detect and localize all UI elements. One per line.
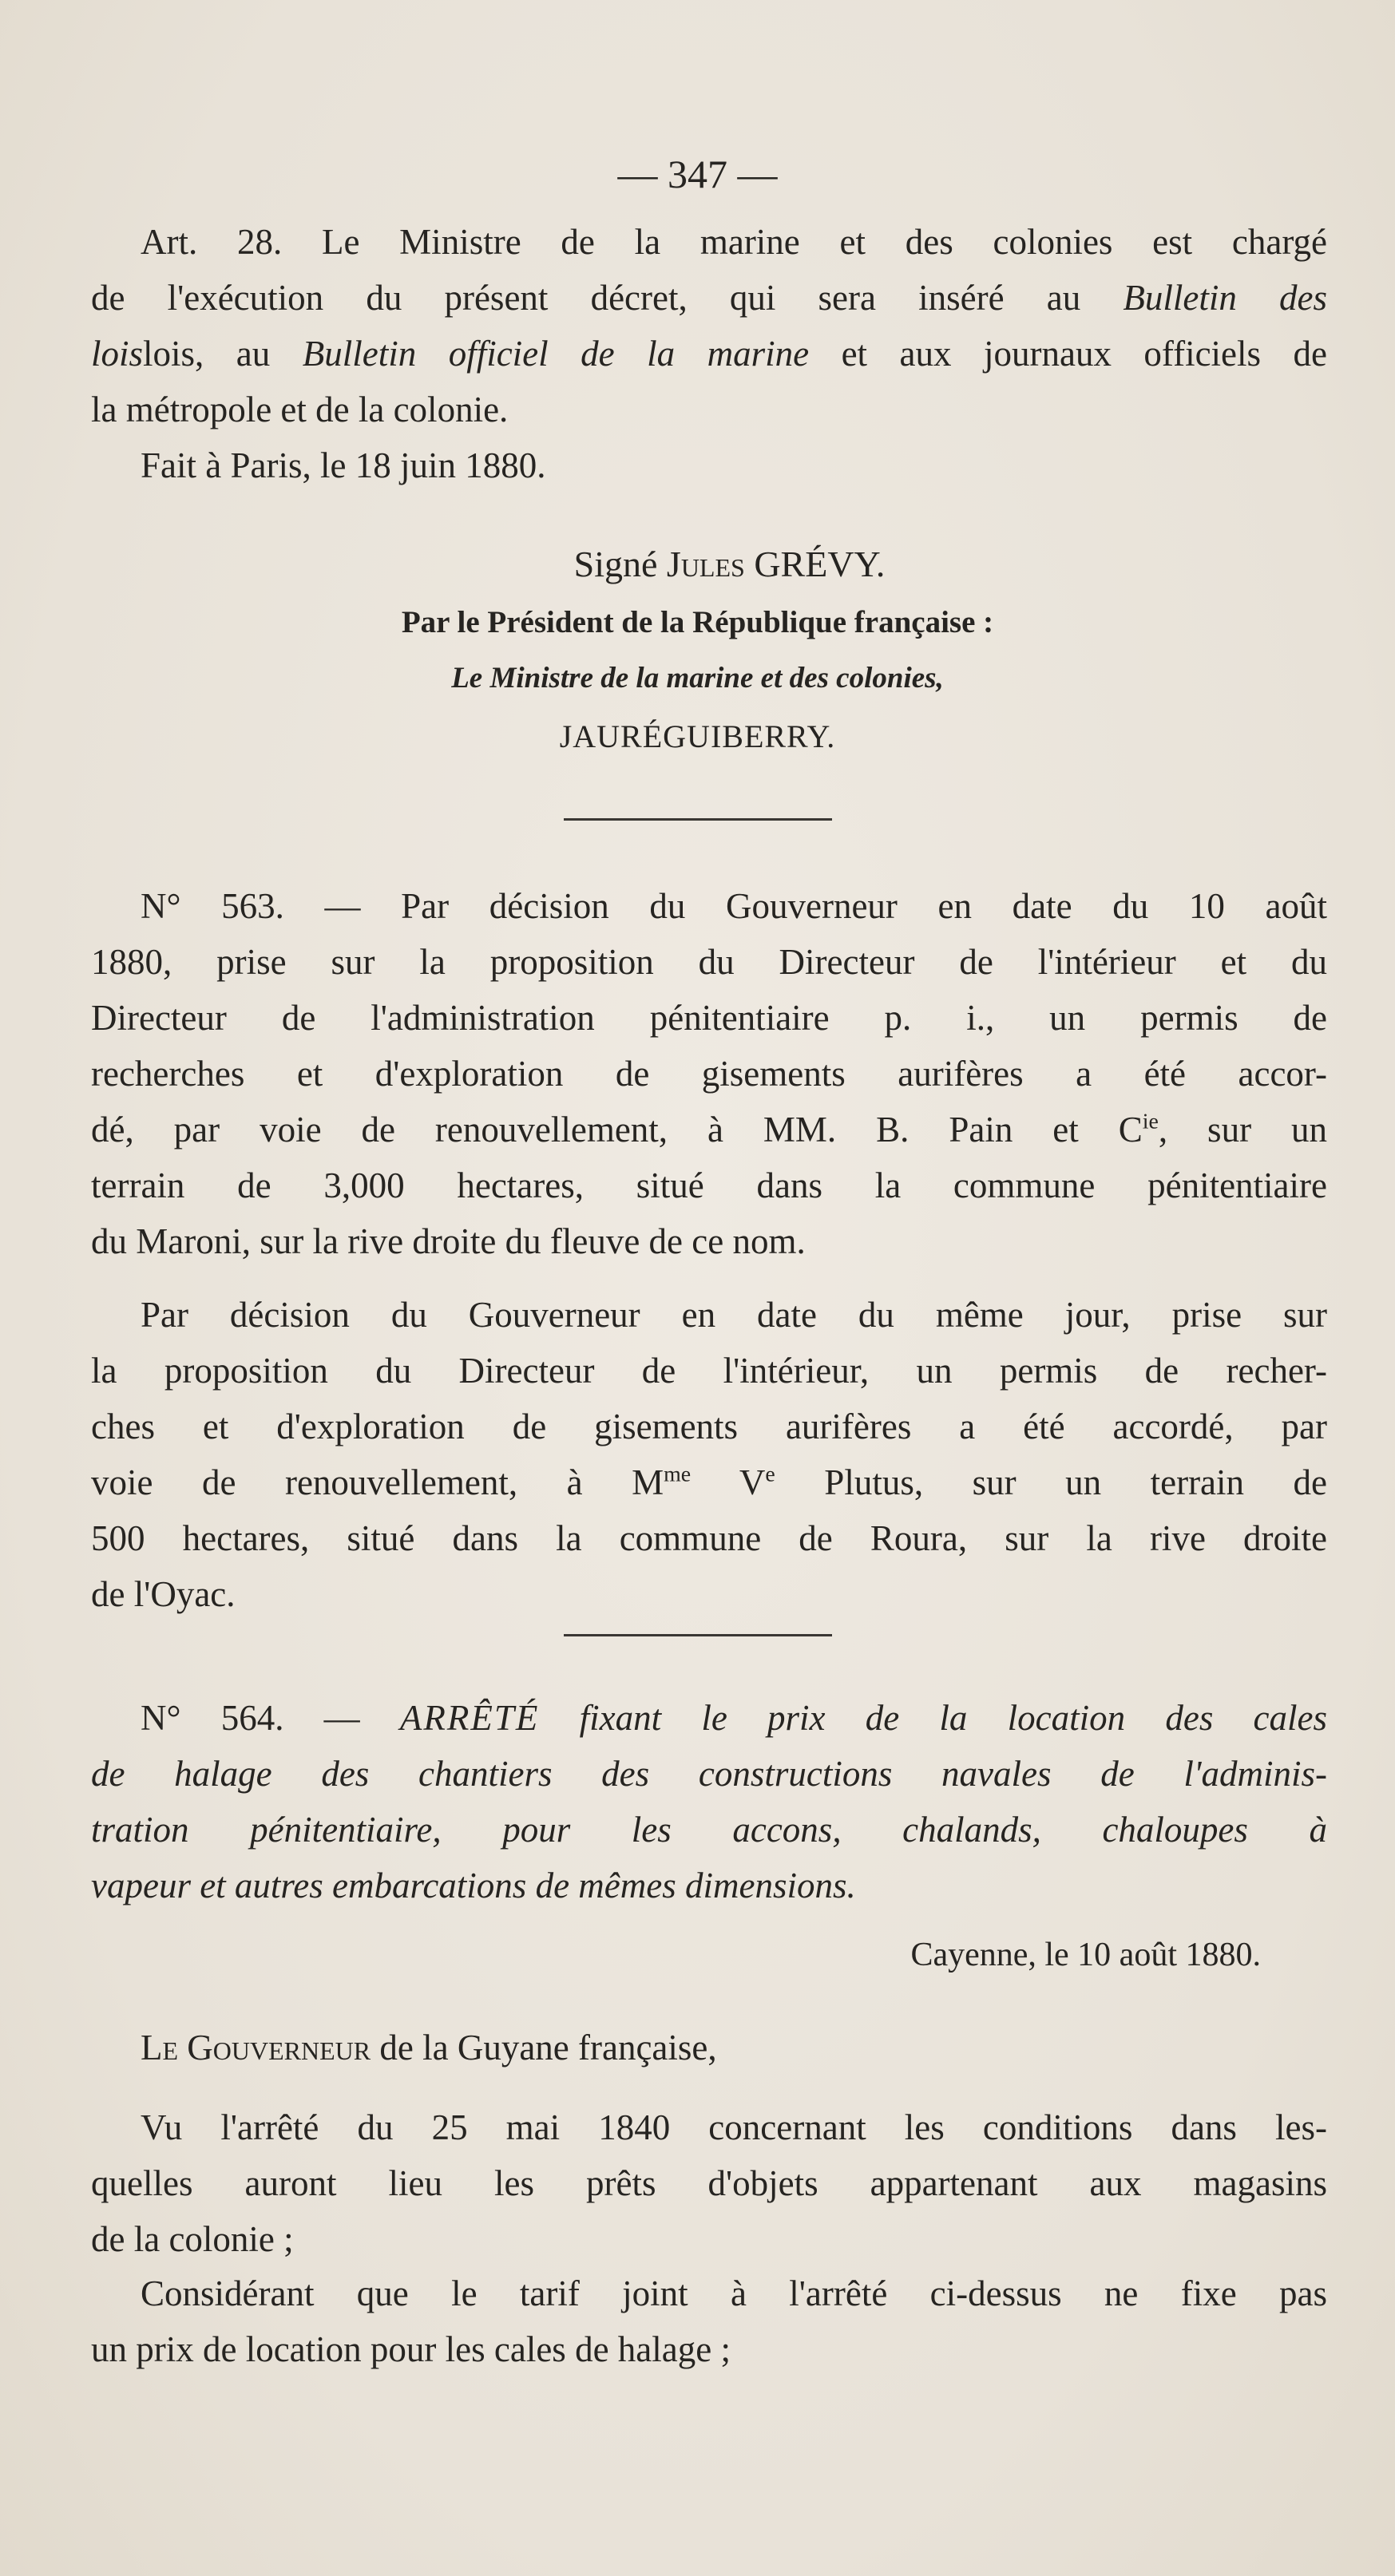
par-decision-line-1: Par décision du Gouverneur en date du même jour, prise sur xyxy=(141,1295,1327,1335)
minister-name: JAURÉGUIBERRY. xyxy=(559,718,836,754)
par-decision-line-3: ches et d'exploration de gisements aurifères a été accordé, par xyxy=(91,1407,1327,1446)
article-28 xyxy=(91,214,1327,493)
par-decision-line-5: 500 hectares, situé dans la commune de Roura, sur la rive droite xyxy=(91,1518,1327,1558)
notice-563-line-6: terrain de 3,000 hectares, situé dans la commune pénitentiaire xyxy=(91,1165,1327,1205)
notice-564-line-2: de halage des chantiers des constructions navales de l'adminis- xyxy=(91,1754,1327,1794)
divider-1 xyxy=(564,818,832,821)
par-decision-line-6: de l'Oyac. xyxy=(91,1574,236,1614)
signature-line: Signé Jules GRÉVY. xyxy=(573,544,886,584)
notice-564-line-3: tration pénitentiaire, pour les accons, chalands, chaloupes à xyxy=(91,1810,1327,1850)
signature-first-name: Jules xyxy=(666,544,745,584)
bulletin-marine-title: Bulletin officiel de la marine xyxy=(302,334,810,374)
notice-564-line-4: vapeur et autres embarcations de mêmes dimensions. xyxy=(91,1866,856,1905)
considerant-line-2: un prix de location pour les cales de halage ; xyxy=(91,2329,731,2369)
considerant-paragraph xyxy=(91,2265,1327,2377)
notice-564-line-1: N° 564. — ARRÊTÉ fixant le prix de la location des cales xyxy=(141,1698,1328,1738)
arrete-heading: ARRÊTÉ xyxy=(399,1698,540,1738)
fait-a-paris: Fait à Paris, le 18 juin 1880. xyxy=(141,445,546,485)
notice-563-line-2: 1880, prise sur la proposition du Directeur de l'intérieur et du xyxy=(91,942,1327,982)
considerant-line-1: Considérant que le tarif joint à l'arrêté ci-dessus ne fixe pas xyxy=(141,2273,1327,2313)
article-28-line-3: loislois, au Bulletin officiel de la marine et aux journaux officiels de xyxy=(91,334,1328,374)
notice-563-line-4: recherches et d'exploration de gisements aurifères a été accor- xyxy=(91,1054,1327,1094)
vu-line-2: quelles auront lieu les prêts d'objets appartenant aux magasins xyxy=(91,2163,1327,2203)
notice-564 xyxy=(91,1690,1327,1913)
notice-563-line-3: Directeur de l'administration pénitentiaire p. i., un permis de xyxy=(91,998,1327,1038)
notice-563-line-5: dé, par voie de renouvellement, à MM. B. Pain et $C^{ie}$, sur un xyxy=(91,1109,1327,1150)
notice-563-line-1: N° 563. — Par décision du Gouverneur en date du 10 août xyxy=(141,886,1327,926)
article-28-line-4: la métropole et de la colonie. xyxy=(91,390,509,429)
divider-2 xyxy=(564,1634,832,1636)
bulletin-des-lois-title: Bulletin des xyxy=(1123,278,1327,318)
notice-563-line-7: du Maroni, sur la rive droite du fleuve de ce nom. xyxy=(91,1221,806,1261)
gouverneur-title: Le Gouverneur xyxy=(141,2028,371,2068)
ministre-line: Le Ministre de la marine et des colonies, xyxy=(451,662,944,694)
page-number: — 347 — xyxy=(617,152,778,196)
place-date: Cayenne, le 10 août 1880. xyxy=(910,1937,1261,1973)
article-28-line-1: Art. 28. Le Ministre de la marine et des colonies est chargé xyxy=(141,222,1327,262)
par-decision-line-4: voie de renouvellement, à $M^{me}$ Ve Plutus, sur un terrain de xyxy=(91,1462,1328,1502)
vu-line-3: de la colonie ; xyxy=(91,2219,294,2259)
notice-563 xyxy=(91,878,1327,1269)
gouverneur-line: Le Gouverneur de la Guyane française, xyxy=(141,2028,717,2068)
signature-last-name: GRÉVY. xyxy=(754,544,886,584)
par-decision-line-2: la proposition du Directeur de l'intérieur, un permis de recher- xyxy=(91,1351,1327,1391)
par-le-president: Par le Président de la République française : xyxy=(401,605,994,639)
article-28-line-2: de l'exécution du présent décret, qui sera inséré au Bulletin des xyxy=(91,278,1327,318)
vu-paragraph xyxy=(91,2099,1327,2267)
vu-line-1: Vu l'arrêté du 25 mai 1840 concernant les conditions dans les- xyxy=(141,2107,1327,2147)
par-decision-paragraph xyxy=(91,1287,1327,1622)
